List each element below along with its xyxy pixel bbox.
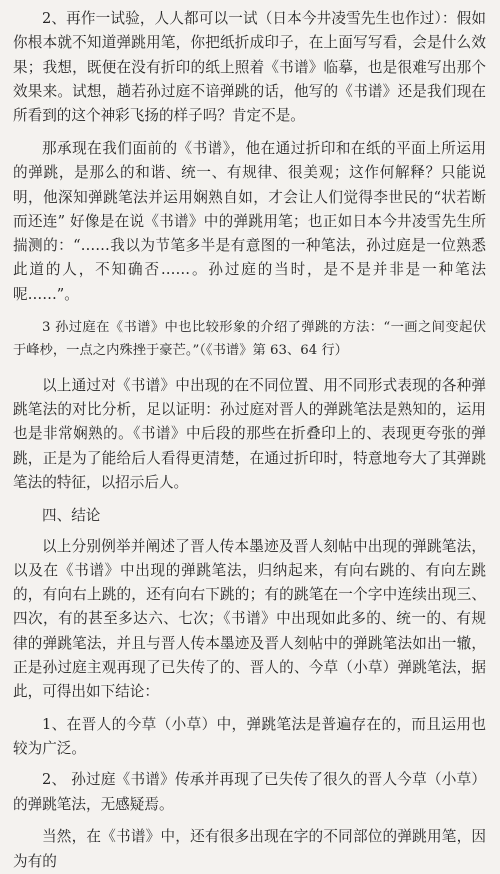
paragraph-note-3: 3 孙过庭在《书谱》中也比较形象的介绍了弹跳的方法：“一画之间变起伏于峰杪，一点之内殊挫于豪芒。”（《书谱》第 63、64 行） bbox=[13, 319, 486, 359]
paragraph-closing: 当然，在《书谱》中，还有很多出现在字的不同部位的弹跳用笔，因为有的 bbox=[13, 828, 486, 870]
paragraph-comparison-summary: 以上通过对《书谱》中出现的在不同位置、用不同形式表现的各种弹跳笔法的对比分析，足以证明：孙过庭对晋人的弹跳笔法是熟知的，运用也是非常娴熟的。《书谱》中后段的那些在折叠印上的、表现更夸张的弹跳，正是为了能给后人看得更清楚，在通过折印时，特意地夸大了其弹跳笔法的特征，以招示后人。 bbox=[13, 376, 486, 491]
section-heading-conclusion: 四、结论 bbox=[42, 506, 101, 524]
paragraph-harmony-analysis: 那承现在我们面前的《书谱》，他在通过折印和在纸的平面上所运用的弹跳，是那么的和谐、统一、有规律、很美观；这作何解释？只能说明，他深知弹跳笔法并运用娴熟自如，才会让人们觉得李世民的“状若断而还连” 好像是在说《书谱》中的弹跳用笔；也正如日本今井凌雪先生所揣测的：“……我以为节笔多半是有意图的一种笔法，孙过庭是一位熟悉此道的人，不知确否……。孙过庭的当时，是不是并非是一种笔法呢……”。 bbox=[13, 139, 486, 303]
paragraph-conclusion-intro: 以上分别例举并阐述了晋人传本墨迹及晋人刻帖中出现的弹跳笔法，以及在《书谱》中出现的弹跳笔法，归纳起来，有向右跳的、有向左跳的，有向右上跳的，还有向右下跳的；有的跳笔在一个字中连续出现三、四次，有的甚至多达六、七次；《书谱》中出现如此多的、统一的、有规律的弹跳笔法，并且与晋人传本墨迹及晋人刻帖中的弹跳笔法如出一辙，正是孙过庭主观再现了已失传了的、晋人的、今草（小草）弹跳笔法，据此，可得出如下结论： bbox=[13, 537, 486, 701]
paragraph-experiment-2: 2、再作一试验，人人都可以一试（日本今井凌雪先生也作过）：假如你根本就不知道弹跳用笔，你把纸折成印子，在上面写写看，会是什么效果；我想，既便在没有折印的纸上照着《书谱》临摹，也是很难写出那个效果来。试想，趟若孙过庭不谙弹跳的话，他写的《书谱》还是我们现在所看到的这个神彩飞扬的样子吗？肯定不是。 bbox=[13, 10, 486, 125]
paragraph-conclusion-2: 2、 孙过庭《书谱》传承并再现了已失传了很久的晋人今草（小草）的弹跳笔法，无感疑焉。 bbox=[13, 771, 486, 813]
paragraph-conclusion-1: 1、在晋人的今草（小草）中，弹跳笔法是普遍存在的，而且运用也较为广泛。 bbox=[13, 716, 486, 758]
